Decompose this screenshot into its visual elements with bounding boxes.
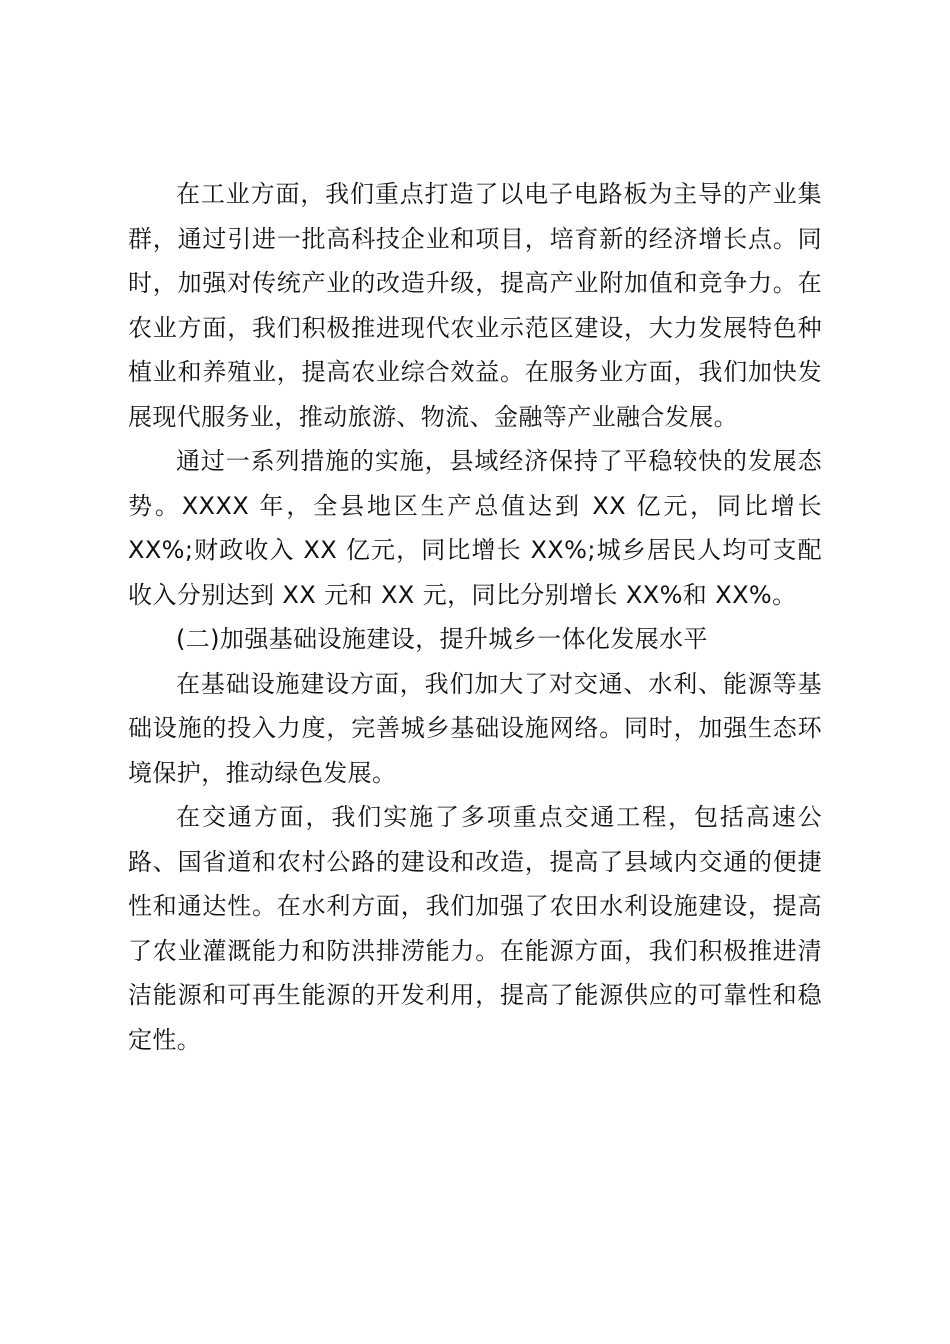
section-heading-infrastructure: (二)加强基础设施建设，提升城乡一体化发展水平: [176, 625, 708, 653]
document-body: [128, 172, 822, 1062]
paragraph-transport-water-energy: 在交通方面，我们实施了多项重点交通工程，包括高速公路、国省道和农村公路的建设和改造，提高了县域内交通的便捷性和通达性。在水利方面，我们加强了农田水利设施建设，提高了农业灌溉能力和防洪排涝能力。在能源方面，我们积极推进清洁能源和可再生能源的开发利用，提高了能源供应的可靠性和稳定性。: [128, 803, 822, 1054]
paragraph-economic-results: 通过一系列措施的实施，县域经济保持了平稳较快的发展态势。XXXX 年，全县地区生产总值达到 XX 亿元，同比增长XX%;财政收入 XX 亿元，同比增长 XX%;城乡居民人均可支配收入分别达到 XX 元和 XX 元，同比分别增长 XX%和 XX%。: [128, 447, 822, 609]
paragraph-infrastructure-overview: 在基础设施建设方面，我们加大了对交通、水利、能源等基础设施的投入力度，完善城乡基础设施网络。同时，加强生态环境保护，推动绿色发展。: [128, 669, 822, 787]
paragraph-industry-agriculture-services: 在工业方面，我们重点打造了以电子电路板为主导的产业集群，通过引进一批高科技企业和项目，培育新的经济增长点。同时，加强对传统产业的改造升级，提高产业附加值和竞争力。在农业方面，我们积极推进现代农业示范区建设，大力发展特色种植业和养殖业，提高农业综合效益。在服务业方面，我们加快发展现代服务业，推动旅游、物流、金融等产业融合发展。: [128, 180, 822, 431]
